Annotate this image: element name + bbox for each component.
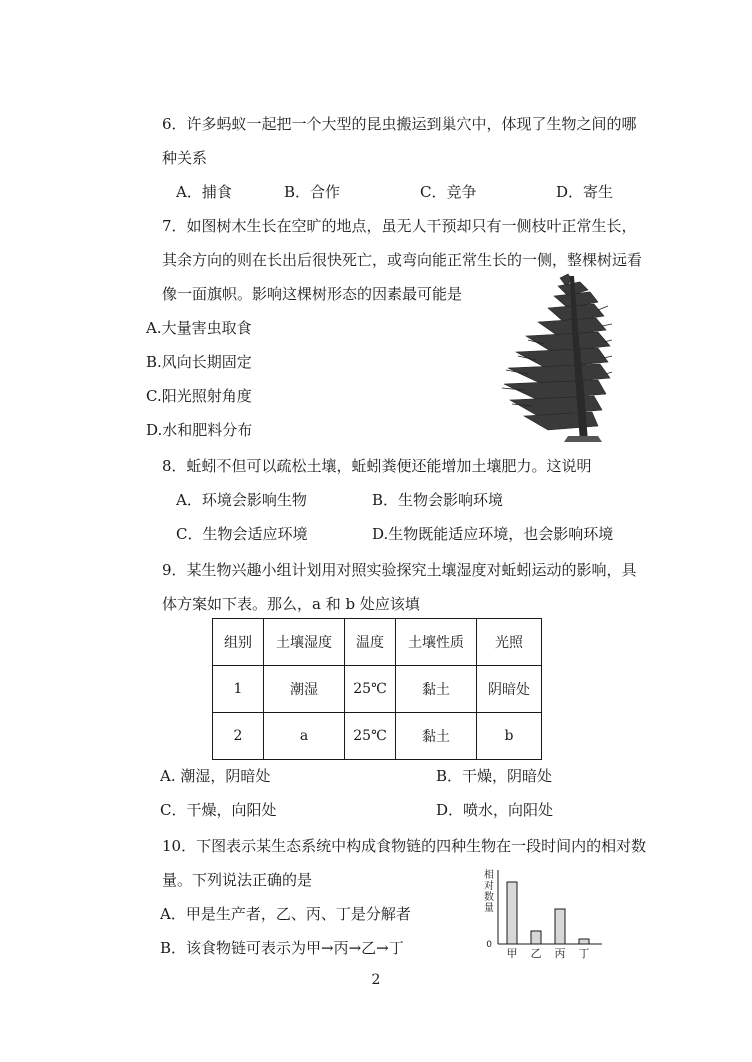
- table-cell: 黏土: [396, 666, 477, 713]
- experiment-table: [212, 618, 542, 760]
- table-header-cell: 温度: [345, 619, 396, 666]
- q8-option-a: A．环境会影响生物: [176, 491, 307, 509]
- bar-4: [579, 939, 589, 944]
- q9-option-c: C．干燥，向阳处: [160, 801, 277, 819]
- q10-option-b: B．该食物链可表示为甲→丙→乙→丁: [160, 939, 404, 957]
- table-cell: 2: [213, 713, 264, 760]
- table-cell: b: [477, 713, 542, 760]
- q9-option-d: D．喷水，向阳处: [436, 801, 554, 819]
- q8-option-b: B．生物会影响环境: [372, 491, 504, 509]
- q6-stem-line2: 种关系: [162, 149, 208, 167]
- table-cell: 25℃: [345, 666, 396, 713]
- table-row: [213, 713, 542, 760]
- q7-stem-line2: 其余方向的则在长出后很快死亡，或弯向能正常生长的一侧，整棵树远看: [162, 251, 643, 269]
- q10-stem-line2: 量。下列说法正确的是: [162, 871, 313, 889]
- table-cell: 1: [213, 666, 264, 713]
- bar-1: [507, 882, 517, 944]
- q7-stem-line1: 7．如图树木生长在空旷的地点，虽无人干预却只有一侧枝叶正常生长，: [162, 217, 637, 235]
- q8-option-d: D.生物既能适应环境，也会影响环境: [372, 525, 614, 543]
- table-cell: 阴暗处: [477, 666, 542, 713]
- q6-option-a: A．捕食: [176, 183, 232, 201]
- table-cell: 潮湿: [264, 666, 345, 713]
- q7-option-b: B.风向长期固定: [146, 353, 252, 371]
- bar-3: [555, 909, 565, 944]
- q6-option-c: C．竞争: [420, 183, 477, 201]
- q6-option-b: B．合作: [284, 183, 341, 201]
- q7-option-d: D.水和肥料分布: [146, 421, 253, 439]
- q8-option-c: C．生物会适应环境: [176, 525, 308, 543]
- q9-stem-line2: 体方案如下表。那么，a 和 b 处应该填: [162, 595, 420, 613]
- q6-option-d: D．寄生: [556, 183, 614, 201]
- bar-2: [531, 931, 541, 944]
- category-label-3: 丙: [554, 947, 566, 960]
- table-cell: 黏土: [396, 713, 477, 760]
- category-label-2: 乙: [530, 947, 542, 960]
- q7-option-c: C.阳光照射角度: [146, 387, 252, 405]
- table-header-cell: 土壤湿度: [264, 619, 345, 666]
- table-row: [213, 666, 542, 713]
- y-tick-label: 0: [486, 940, 492, 950]
- q10-stem-line1: 10．下图表示某生态系统中构成食物链的四种生物在一段时间内的相对数: [162, 837, 647, 855]
- q7-option-a: A.大量害虫取食: [146, 319, 252, 337]
- table-cell: a: [264, 713, 345, 760]
- relative-quantity-bar-chart: [478, 866, 608, 962]
- q9-option-a: A. 潮湿，阴暗处: [160, 767, 271, 785]
- q8-stem: 8．蚯蚓不但可以疏松土壤，蚯蚓粪便还能增加土壤肥力。这说明: [162, 457, 592, 475]
- table-cell: 25℃: [345, 713, 396, 760]
- table-header-row: [213, 619, 542, 666]
- y-axis-label: 相对数量: [484, 870, 494, 914]
- q6-stem-line1: 6．许多蚂蚁一起把一个大型的昆虫搬运到巢穴中，体现了生物之间的哪: [162, 115, 637, 133]
- q9-option-b: B．干燥，阴暗处: [436, 767, 553, 785]
- q7-stem-line3: 像一面旗帜。影响这棵树形态的因素最可能是: [162, 285, 463, 303]
- q9-stem-line1: 9．某生物兴趣小组计划用对照实验探究土壤湿度对蚯蚓运动的影响，具: [162, 561, 637, 579]
- category-label-1: 甲: [506, 947, 518, 960]
- table-header-cell: 光照: [477, 619, 542, 666]
- q10-option-a: A．甲是生产者，乙、丙、丁是分解者: [160, 905, 411, 923]
- flag-tree-illustration: [498, 270, 614, 444]
- page-number: 2: [371, 972, 381, 988]
- category-label-4: 丁: [578, 947, 590, 960]
- table-header-cell: 组别: [213, 619, 264, 666]
- table-header-cell: 土壤性质: [396, 619, 477, 666]
